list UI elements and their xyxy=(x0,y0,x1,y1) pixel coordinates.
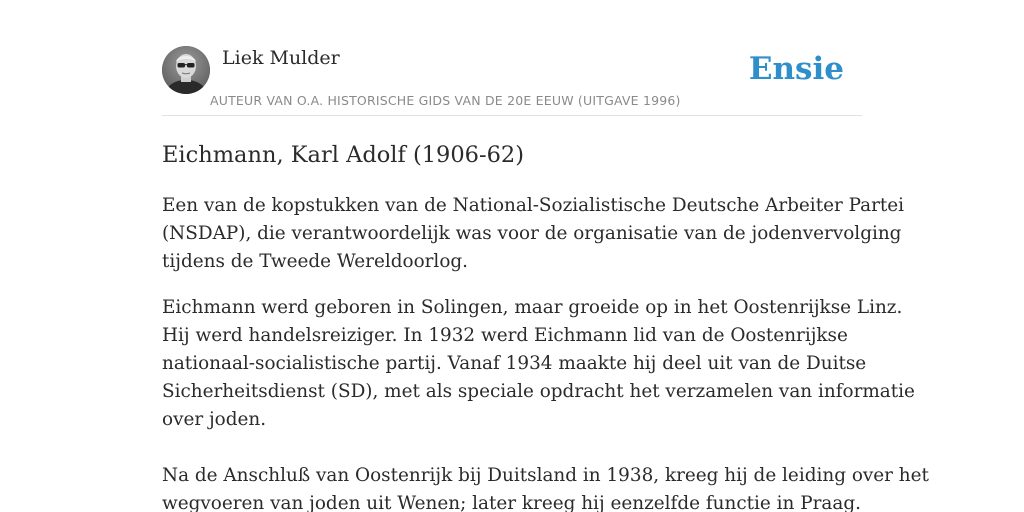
paragraph xyxy=(162,192,905,276)
brand-logo[interactable]: Ensie xyxy=(748,51,844,87)
text-line: nationaal-socialistische partij. Vanaf 1934 maakte hij deel uit van de Duitse xyxy=(162,353,867,374)
text-line: Na de Anschluß van Oostenrijk bij Duitsland in 1938, kreeg hij de leiding over het xyxy=(162,465,929,486)
paragraph xyxy=(162,294,915,434)
article-container xyxy=(162,0,929,512)
text-line: over joden. xyxy=(162,409,267,430)
text-line: Hij werd handelsreiziger. In 1932 werd Eichmann lid van de Oostenrijkse xyxy=(162,325,848,346)
text-line: Sicherheitsdienst (SD), met als speciale opdracht het verzamelen van informatie xyxy=(162,381,915,402)
author-name[interactable]: Liek Mulder xyxy=(222,47,340,69)
author-avatar[interactable] xyxy=(162,46,210,94)
article-title: Eichmann, Karl Adolf (1906-62) xyxy=(162,142,524,168)
text-line: tijdens de Tweede Wereldoorlog. xyxy=(162,251,469,272)
text-line: Eichmann werd geboren in Solingen, maar groeide op in het Oostenrijkse Linz. xyxy=(162,297,903,318)
text-line: Een van de kopstukken van de National-Sozialistische Deutsche Arbeiter Partei xyxy=(162,195,905,216)
paragraph xyxy=(162,462,929,512)
article-body xyxy=(162,192,929,512)
author-photo-icon xyxy=(162,46,210,94)
author-header xyxy=(162,0,862,116)
author-bio: AUTEUR VAN O.A. HISTORISCHE GIDS VAN DE 20E EEUW (UITGAVE 1996) xyxy=(210,93,681,108)
text-line: (NSDAP), die verantwoordelijk was voor de organisatie van de jodenvervolging xyxy=(162,223,902,244)
text-line: wegvoeren van joden uit Wenen; later kreeg hij eenzelfde functie in Praag. xyxy=(162,493,861,512)
